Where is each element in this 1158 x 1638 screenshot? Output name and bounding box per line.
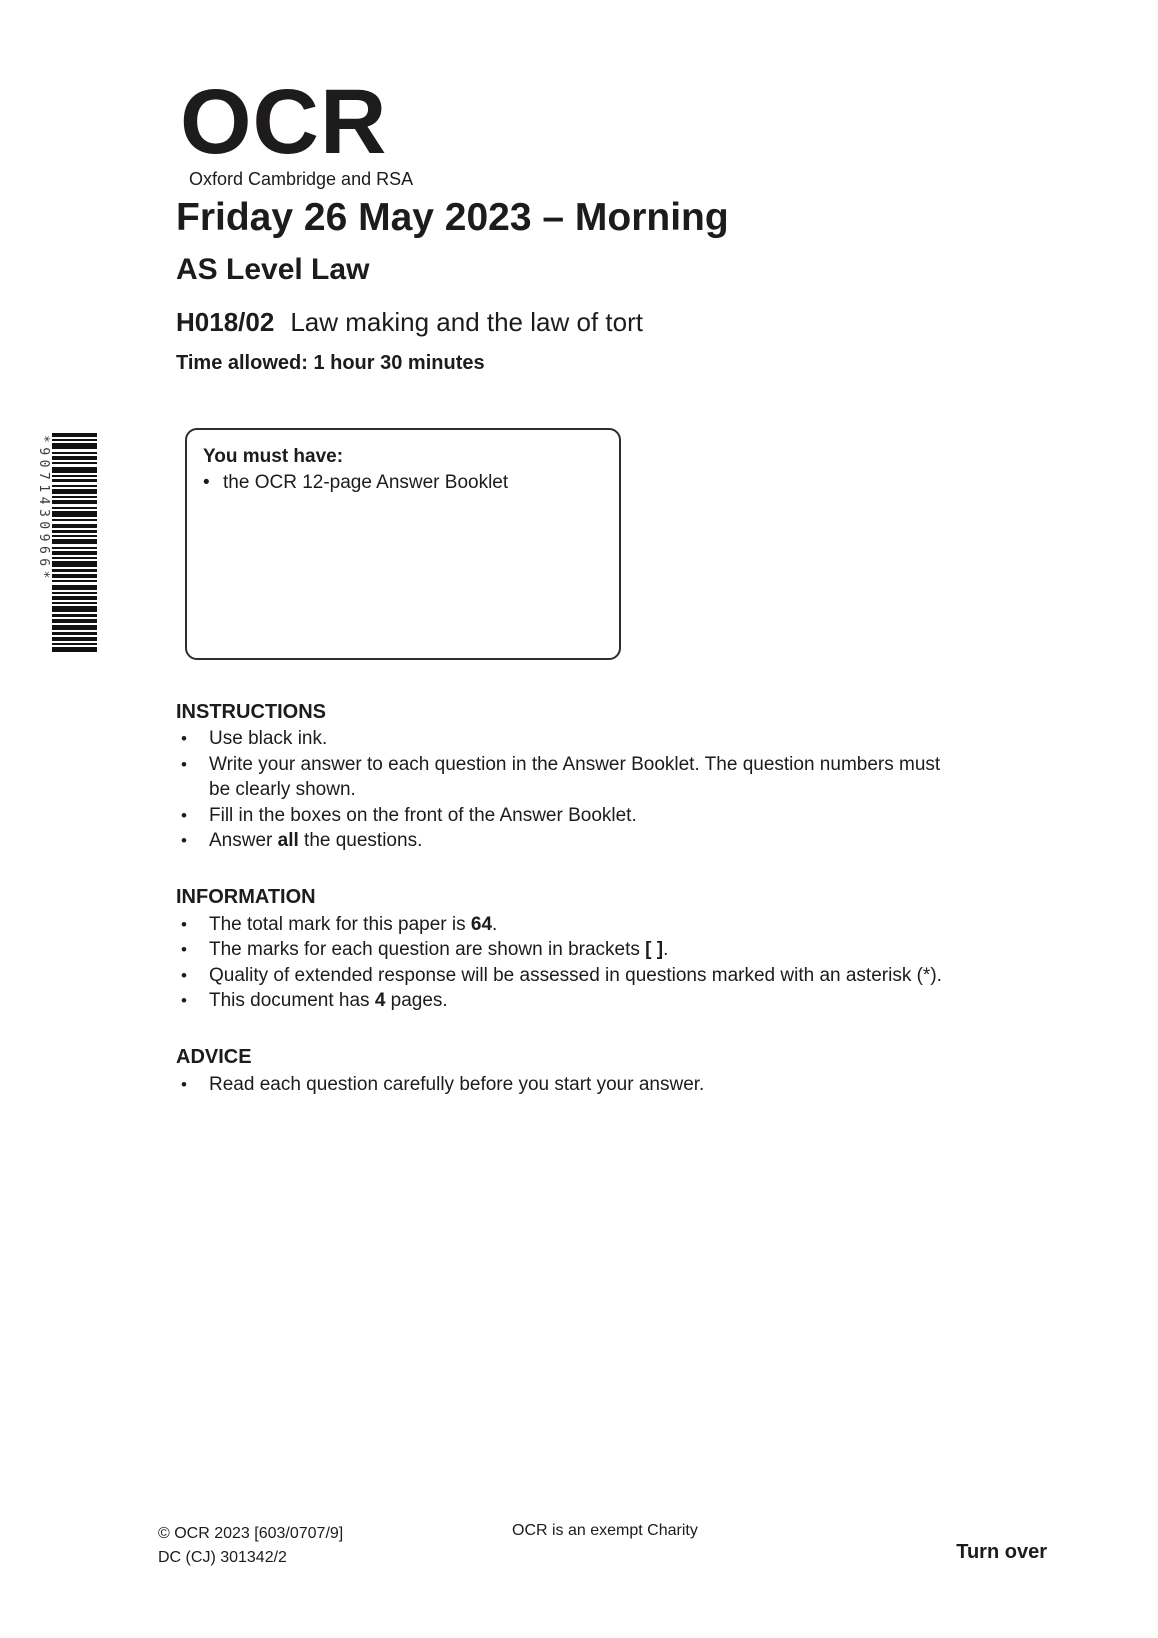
text-segment: be clearly shown. — [209, 779, 356, 801]
text-segment: [ ] — [645, 939, 664, 961]
qualification-title: AS Level Law — [176, 253, 370, 286]
barcode-text: *9071430966* — [36, 435, 51, 583]
must-have-item-text: the OCR 12-page Answer Booklet — [223, 472, 509, 493]
text-segment: Use black ink. — [209, 728, 328, 750]
footer-doc-code: DC (CJ) 301342/2 — [158, 1549, 287, 1566]
text-segment: This document has — [209, 990, 375, 1012]
ocr-logo-tagline: Oxford Cambridge and RSA — [189, 169, 414, 189]
list-item — [176, 752, 1006, 803]
barcode-bar — [52, 647, 97, 652]
page-title: Friday 26 May 2023 – Morning — [176, 196, 729, 239]
ocr-logo — [180, 71, 414, 190]
section — [176, 700, 1006, 853]
list-item — [176, 912, 1006, 937]
text-segment: . — [663, 939, 669, 961]
list-item — [176, 726, 1006, 751]
must-have-title: You must have: — [203, 446, 344, 467]
text-segment: Fill in the boxes on the front of the Answer Booklet. — [209, 804, 637, 826]
text-segment: Quality of extended response will be assessed in questions marked with an asterisk (*). — [209, 964, 942, 986]
text-segment: The total mark for this paper is — [209, 913, 471, 935]
turn-over-label: Turn over — [956, 1541, 1047, 1563]
text-segment: all — [277, 830, 299, 852]
bullet: • — [181, 831, 187, 851]
list-item — [176, 1072, 1006, 1097]
section — [176, 885, 1006, 1013]
section — [176, 1045, 1006, 1097]
text-segment: . — [492, 913, 498, 935]
footer-copyright: © OCR 2023 [603/0707/9] — [158, 1525, 344, 1542]
list-item — [176, 803, 1006, 828]
text-segment: the questions. — [298, 830, 423, 852]
paper-code: H018/02 — [176, 307, 275, 337]
footer-charity: OCR is an exempt Charity — [512, 1522, 698, 1539]
bullet: • — [181, 940, 187, 960]
bullet: • — [181, 965, 187, 985]
bullet: • — [181, 805, 187, 825]
text-segment: 64 — [470, 913, 493, 935]
text-segment: Read each question carefully before you start your answer. — [209, 1073, 705, 1095]
list-item — [176, 963, 1006, 988]
footer-imprint — [158, 1522, 343, 1570]
section-heading: INSTRUCTIONS — [176, 701, 326, 723]
section-heading: ADVICE — [176, 1046, 252, 1069]
list-item — [176, 937, 1006, 962]
text-segment: Write your answer to each question in the Answer Booklet. The question numbers must — [209, 753, 941, 775]
bullet: • — [181, 1074, 187, 1094]
text-segment: pages. — [385, 990, 448, 1012]
list-item — [176, 828, 1006, 853]
paper-title: Law making and the law of tort — [290, 307, 643, 337]
bullet: • — [181, 914, 187, 934]
paper-code-line — [176, 307, 643, 338]
text-segment: 4 — [374, 990, 386, 1012]
bullet: • — [181, 991, 187, 1011]
section-heading: INFORMATION — [176, 886, 316, 909]
text-segment: Answer — [209, 830, 278, 852]
ocr-logo-wordmark: OCR — [180, 71, 388, 173]
text-segment: The marks for each question are shown in brackets — [209, 939, 646, 961]
time-allowed: Time allowed: 1 hour 30 minutes — [176, 352, 485, 374]
bullet: • — [181, 729, 187, 749]
bullet: • — [181, 754, 187, 774]
bullet: • — [203, 472, 210, 493]
instructions-content — [176, 700, 1006, 1129]
you-must-have-box — [185, 428, 621, 660]
must-have-item — [203, 470, 603, 496]
list-item — [176, 988, 1006, 1013]
barcode-bars — [52, 433, 97, 652]
